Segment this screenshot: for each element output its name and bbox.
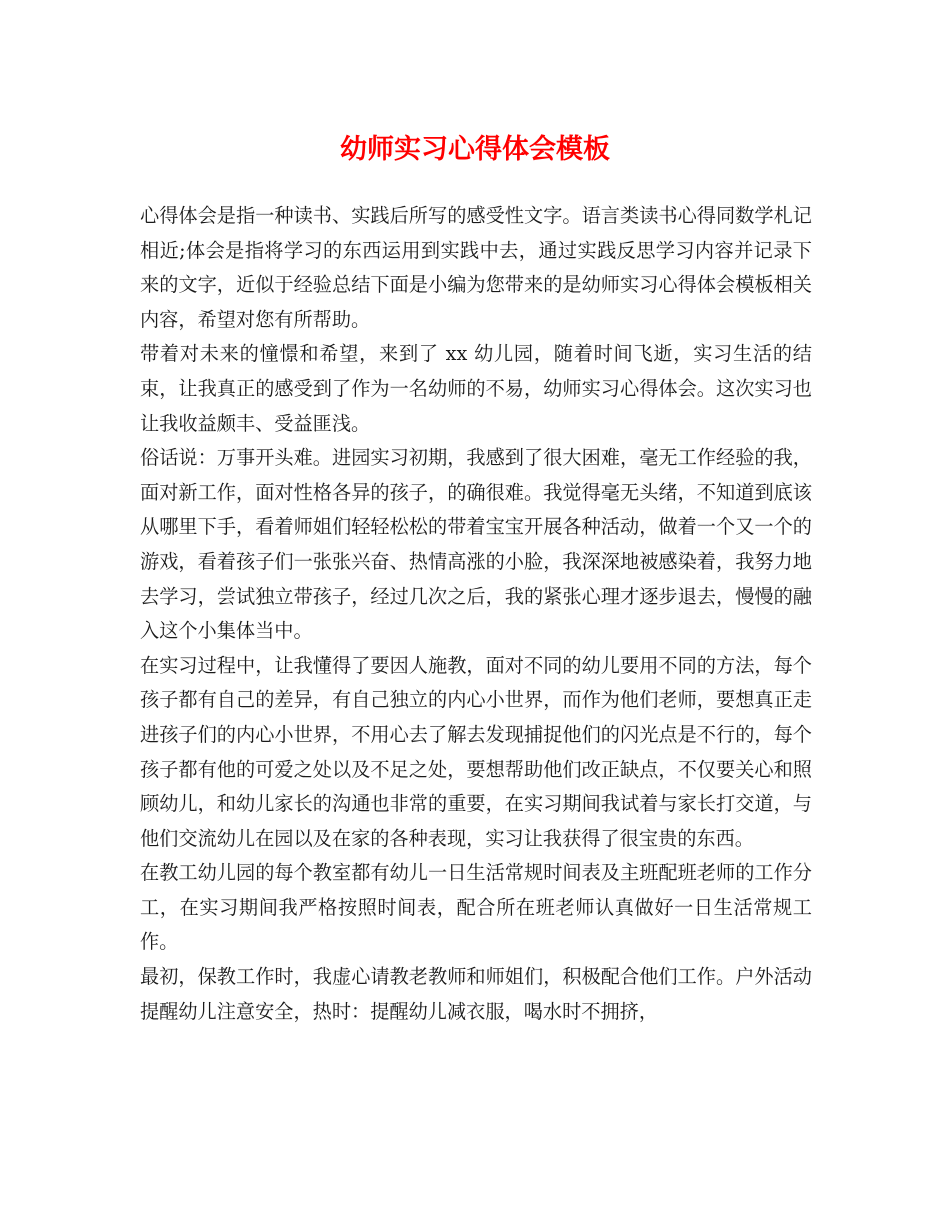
paragraph-6: 最初，保教工作时，我虚心请教老教师和师姐们，积极配合他们工作。户外活动提醒幼儿注意安全，热时：提醒幼儿减衣服，喝水时不拥挤， [140,965,812,1023]
paragraph-4: 在实习过程中，让我懂得了要因人施教，面对不同的幼儿要用不同的方法，每个孩子都有自己的差异，有自己独立的内心小世界，而作为他们老师，要想真正走进孩子们的内心小世界，不用心去了解去发现捕捉他们的闪光点是不行的，每个孩子都有他的可爱之处以及不足之处，要想帮助他们改正缺点，不仅要关心和照顾幼儿，和幼儿家长的沟通也非常的重要，在实习期间我试着与家长打交道，与他们交流幼儿在园以及在家的各种表现，实习让我获得了很宝贵的东西。 [140,653,812,850]
paragraph-1: 心得体会是指一种读书、实践后所写的感受性文字。语言类读书心得同数学札记相近;体会是指将学习的东西运用到实践中去，通过实践反思学习内容并记录下来的文字，近似于经验总结下面是小编为您带来的是幼师实习心得体会模板相关内容，希望对您有所帮助。 [140,204,812,331]
paragraph-3: 俗话说：万事开头难。进园实习初期，我感到了很大困难，毫无工作经验的我，面对新工作，面对性格各异的孩子，的确很难。我觉得毫无头绪，不知道到底该从哪里下手，看着师姐们轻轻松松的带着宝宝开展各种活动，做着一个又一个的游戏，看着孩子们一张张兴奋、热情高涨的小脸，我深深地被感染着，我努力地去学习，尝试独立带孩子，经过几次之后，我的紧张心理才逐步退去，慢慢的融入这个小集体当中。 [140,446,812,643]
paragraph-5: 在教工幼儿园的每个教室都有幼儿一日生活常规时间表及主班配班老师的工作分工，在实习期间我严格按照时间表，配合所在班老师认真做好一日生活常规工作。 [140,861,812,954]
paragraph-2: 带着对未来的憧憬和希望，来到了 xx 幼儿园，随着时间飞逝，实习生活的结束，让我真正的感受到了作为一名幼师的不易，幼师实习心得体会。这次实习也让我收益颇丰、受益匪浅。 [140,342,812,435]
document-body [140,199,812,1029]
document-title: 幼师实习心得体会模板 [340,134,610,165]
